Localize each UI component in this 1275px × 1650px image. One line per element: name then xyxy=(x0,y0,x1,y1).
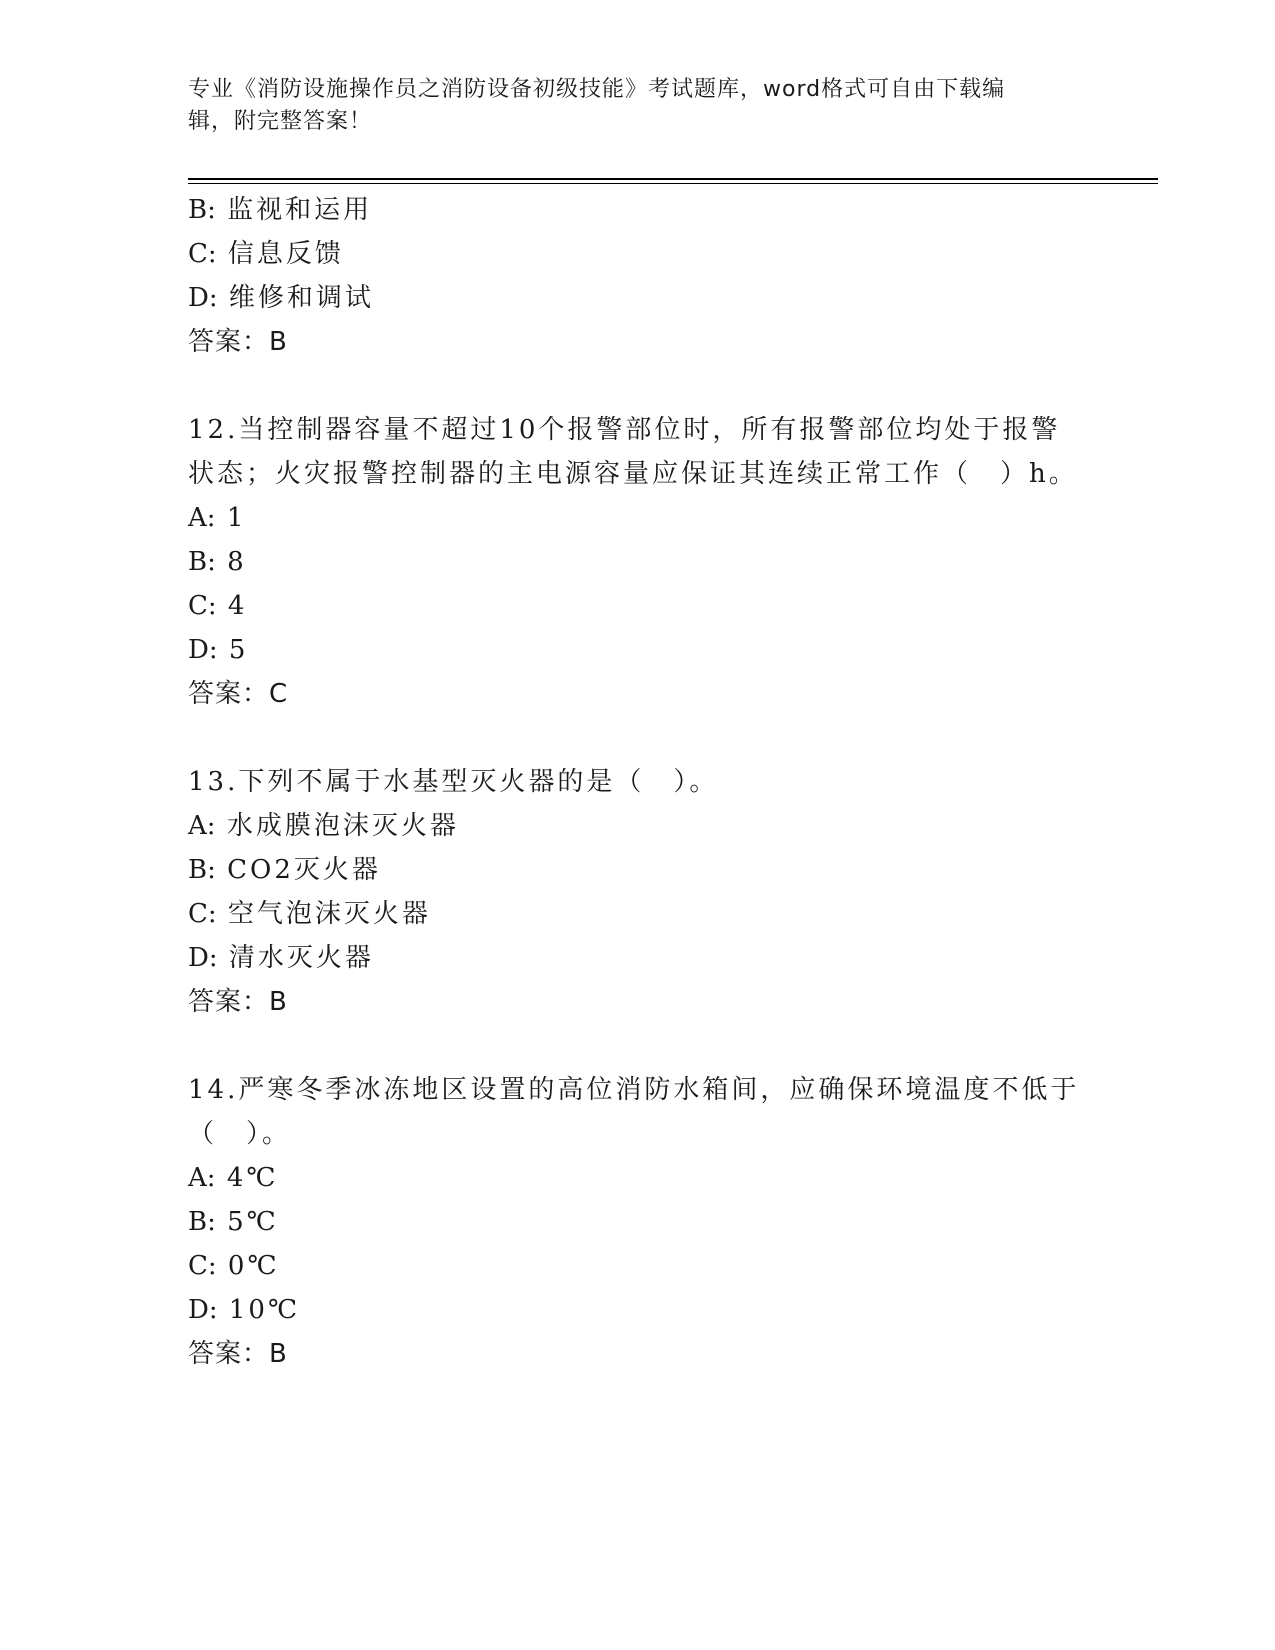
option-label: C: xyxy=(188,591,217,621)
option-text: 4℃ xyxy=(226,1163,279,1193)
prev-option-c xyxy=(188,236,344,272)
option-label: A: xyxy=(188,503,216,533)
option-label: D: xyxy=(188,943,218,973)
document-header xyxy=(188,74,1068,138)
option-text: 4 xyxy=(227,591,248,621)
q12-option-d xyxy=(188,632,248,668)
q12-stem-line-1: 12.当控制器容量不超过10个报警部位时，所有报警部位均处于报警 xyxy=(188,415,1061,445)
q12-option-b xyxy=(188,544,247,580)
header-line-2: 辑，附完整答案！ xyxy=(188,109,373,134)
option-text: 5 xyxy=(228,635,249,665)
option-label: B: xyxy=(188,195,216,225)
option-label: C: xyxy=(188,899,217,929)
q12-option-c xyxy=(188,588,247,624)
q13-option-a xyxy=(188,808,459,844)
q14-answer: 答案：B xyxy=(188,1339,288,1369)
option-label: D: xyxy=(188,283,218,313)
prev-option-b xyxy=(188,192,372,228)
option-text: CO2灭火器 xyxy=(227,855,381,885)
option-label: B: xyxy=(188,1207,216,1237)
q12-option-a xyxy=(188,500,246,536)
q13-answer: 答案：B xyxy=(188,987,288,1017)
prev-option-d xyxy=(188,280,374,316)
option-text: 8 xyxy=(227,547,247,577)
prev-answer: 答案：B xyxy=(188,327,288,357)
q14-option-d xyxy=(188,1292,300,1328)
option-text: 5℃ xyxy=(227,1207,279,1237)
option-text: 监视和运用 xyxy=(227,195,373,225)
header-divider-thick xyxy=(188,178,1158,180)
q14-option-b xyxy=(188,1204,279,1240)
option-label: C: xyxy=(188,1251,217,1281)
option-text: 清水灭火器 xyxy=(228,943,374,973)
q13-stem-line-1: 13.下列不属于水基型灭火器的是（ ）。 xyxy=(188,767,719,797)
option-text: 空气泡沫灭火器 xyxy=(227,899,431,929)
q14-stem-line-2: （ ）。 xyxy=(188,1119,292,1149)
q14-stem-line-1: 14.严寒冬季冰冻地区设置的高位消防水箱间，应确保环境温度不低于 xyxy=(188,1075,1080,1105)
q14-option-a xyxy=(188,1160,278,1196)
header-line-1: 专业《消防设施操作员之消防设备初级技能》考试题库，word格式可自由下载编 xyxy=(188,77,1006,102)
option-label: A: xyxy=(188,811,216,841)
header-divider-thin xyxy=(188,183,1158,184)
q12-answer: 答案：C xyxy=(188,679,289,709)
option-text: 10℃ xyxy=(228,1295,301,1325)
option-label: C: xyxy=(188,239,217,269)
option-text: 信息反馈 xyxy=(227,239,344,269)
q13-option-d xyxy=(188,940,374,976)
option-label: A: xyxy=(188,1163,216,1193)
option-label: B: xyxy=(188,855,216,885)
option-text: 0℃ xyxy=(227,1251,280,1281)
option-label: B: xyxy=(188,547,216,577)
option-text: 维修和调试 xyxy=(228,283,374,313)
option-label: D: xyxy=(188,635,218,665)
q13-option-c xyxy=(188,896,431,932)
q13-option-b xyxy=(188,852,381,888)
q14-option-c xyxy=(188,1248,280,1284)
q12-stem-line-2: 状态；火灾报警控制器的主电源容量应保证其连续正常工作（ ）h。 xyxy=(188,459,1078,489)
option-text: 水成膜泡沫灭火器 xyxy=(226,811,459,841)
option-label: D: xyxy=(188,1295,218,1325)
option-text: 1 xyxy=(226,503,247,533)
